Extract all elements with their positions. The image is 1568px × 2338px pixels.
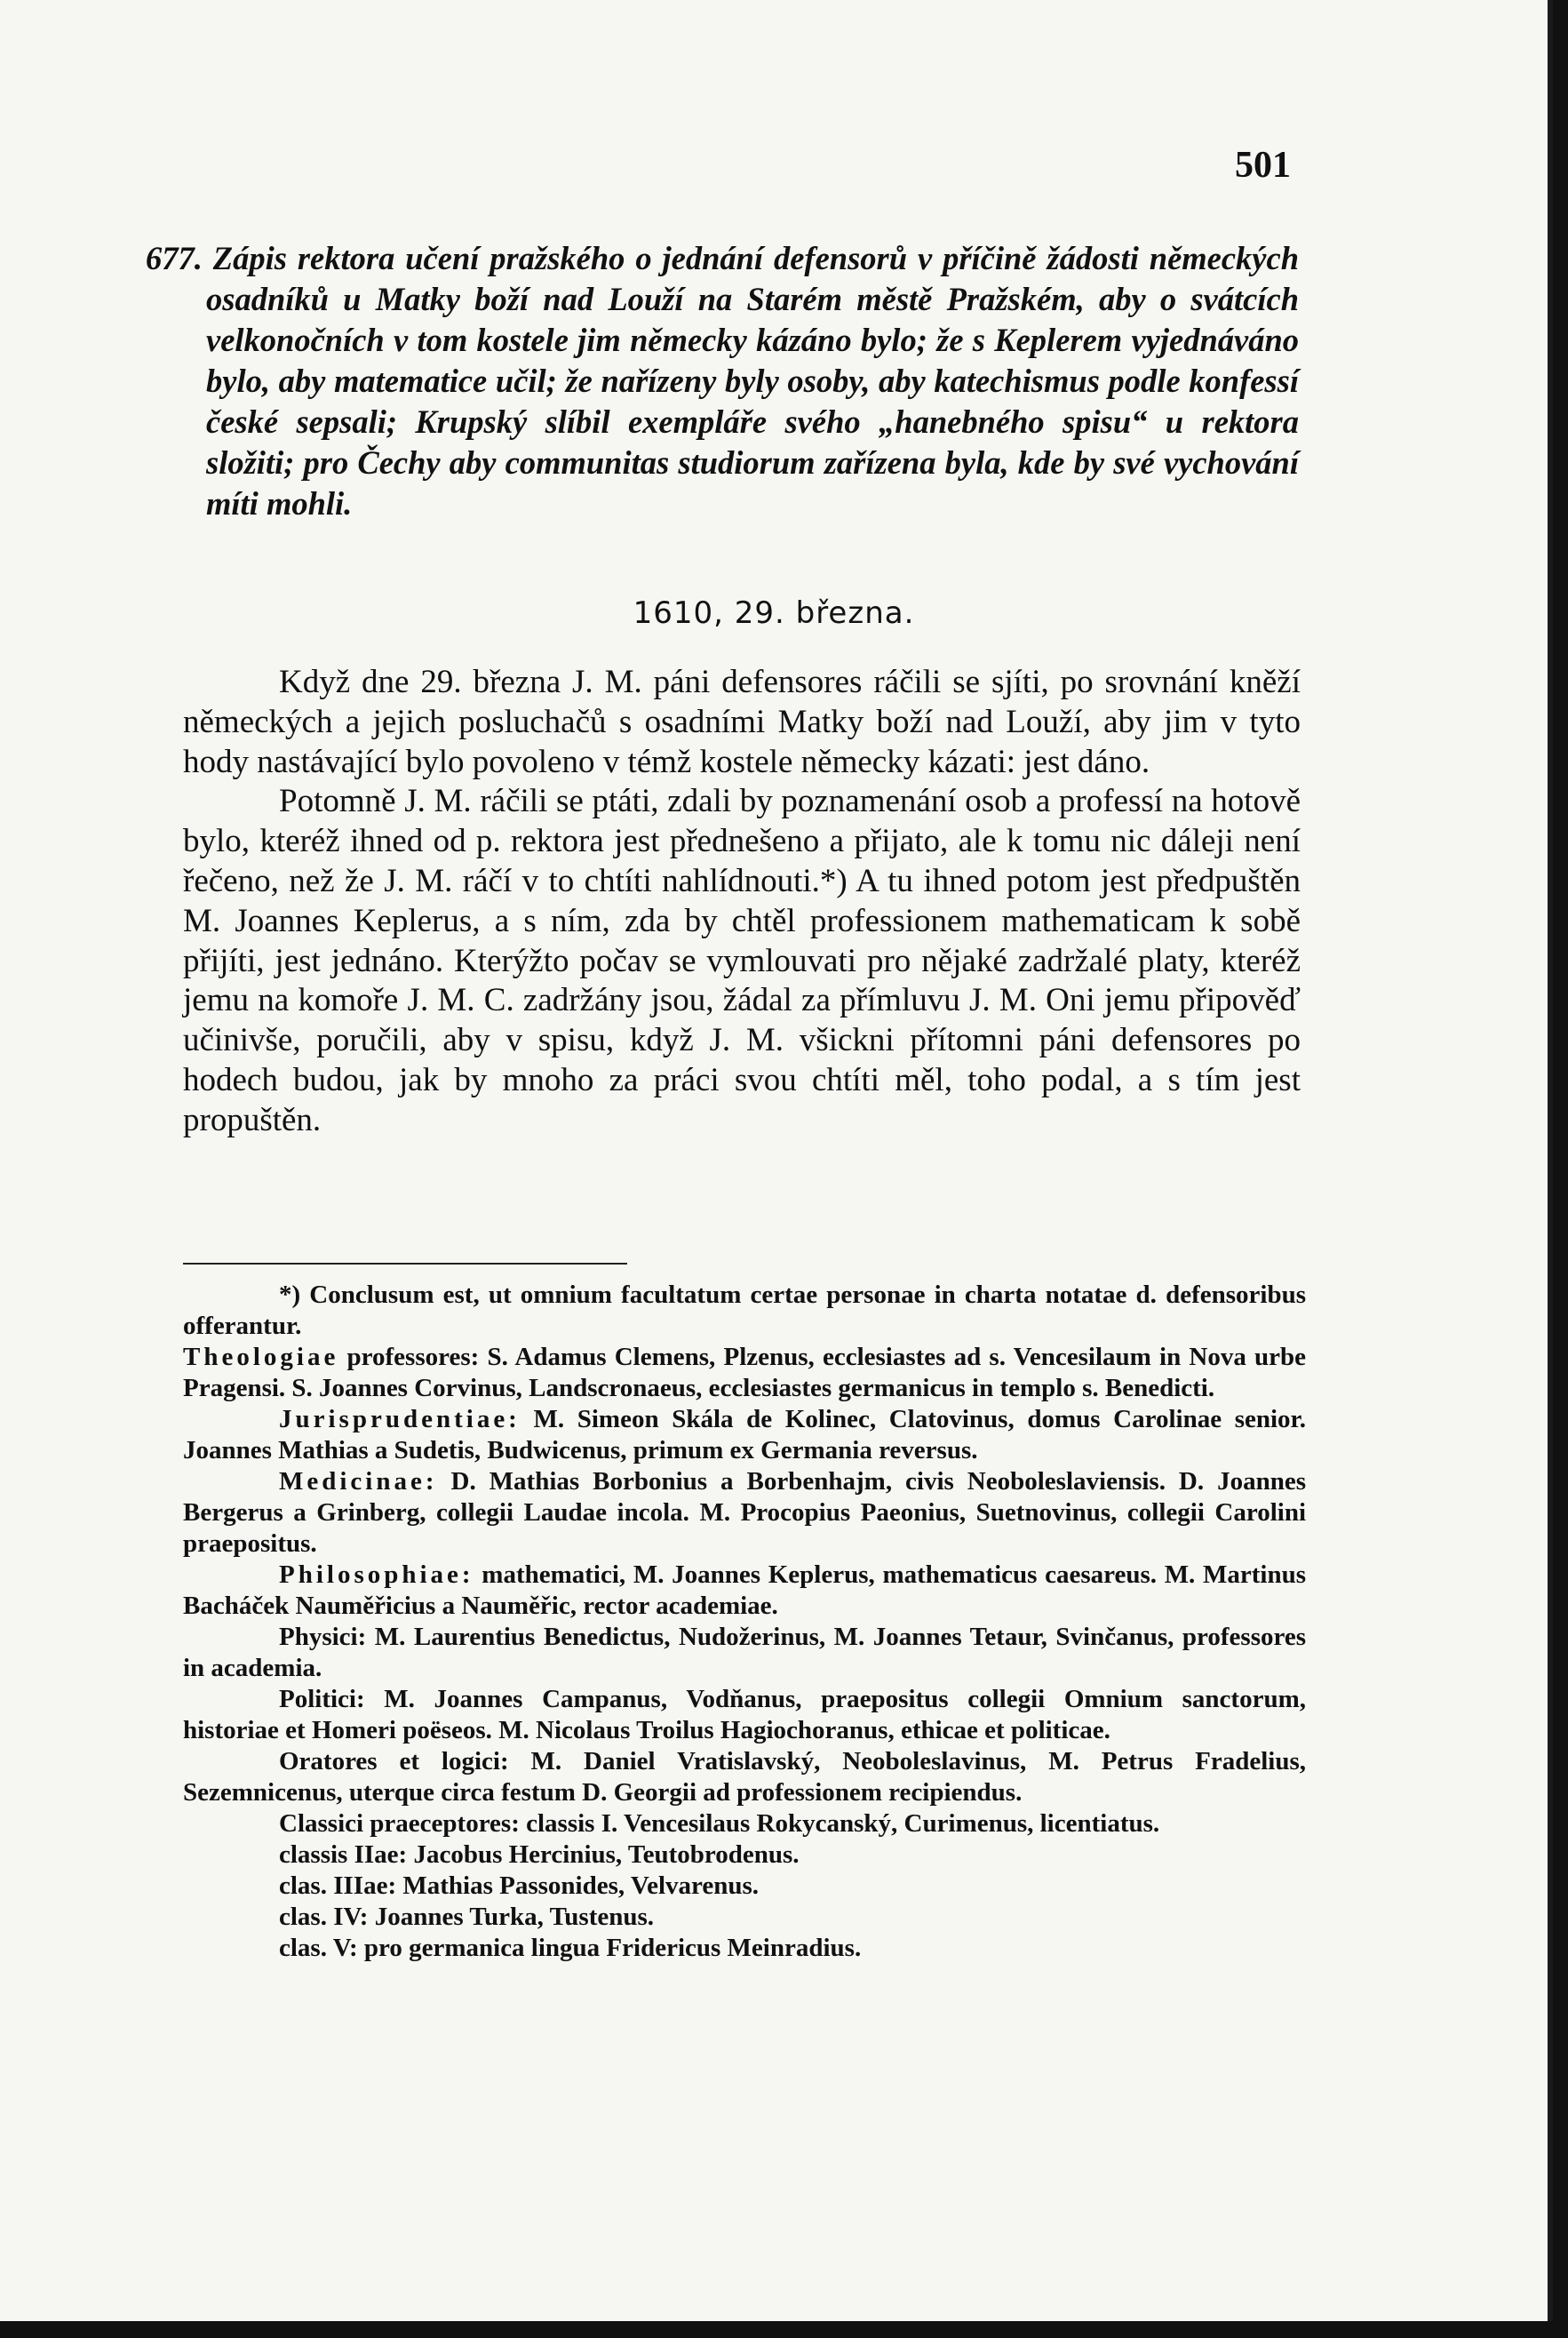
footnote-class: clas. IV: Joannes Turka, Tustenus. — [279, 1903, 655, 1931]
body-text — [183, 663, 1301, 1141]
document-date: 1610, 29. března. — [633, 595, 915, 631]
document-heading — [146, 238, 1300, 524]
document-number: 677. — [146, 240, 203, 276]
page-number: 501 — [1235, 145, 1291, 186]
footnote-classici: Classici praeceptores: classis I. Vencesilaus Rokycanský, Curimenus, licentiatus. — [279, 1809, 1160, 1838]
paragraph: Potomně J. M. ráčili se ptáti, zdali by poznamenání osob a professí na hotově bylo, kteréž ihned od p. rektora jest přednešeno a přijato, ale k tomu nic dáleji není řečeno, než že J. M. ráčí v to chtíti nahlídnouti.*) A tu ihned potom jest předpuštěn M. Joannes Keplerus, a s ním, zda by chtěl professionem mathematicam k sobě přijíti, jest jednáno. Kterýžto počav se vymlouvati pro nějaké zadržalé platy, kteréž jemu na komoře J. M. C. zadržány jsou, žádal za přímluvu J. M. Oni jemu připověď učinivše, poručili, aby v spisu, když J. M. všickni přítomni páni defensores po hodech budou, jak by mnoho za práci svou chtíti měl, toho podal, a s tím jest propuštěn. — [183, 783, 1301, 1138]
footnote-jurisprudentiae — [183, 1404, 1306, 1466]
paragraph: Když dne 29. března J. M. páni defensores ráčili se sjíti, po srovnání kněží německých a jejich posluchačů s osadními Matky boží nad Louží, aby jim v tyto hody nastávající bylo povoleno v témž kostele německy kázati: jest dáno. — [183, 664, 1301, 780]
footnote-class: clas. V: pro germanica lingua Fridericus Meinradius. — [279, 1934, 862, 1962]
footnote-divider — [183, 1263, 627, 1265]
footnote-philosophiae — [183, 1560, 1306, 1622]
footnote-intro: *) Conclusum est, ut omnium facultatum certae personae in charta notatae d. defensoribus offerantur. — [183, 1281, 1306, 1340]
footnote-physici: Physici: M. Laurentius Benedictus, Nudožerinus, M. Joannes Tetaur, Svinčanus, professores in academia. — [183, 1623, 1306, 1682]
footnote-class: clas. IIIae: Mathias Passonides, Velvarenus. — [279, 1871, 760, 1900]
faculty-text: professores: S. Adamus Clemens, Plzenus, ecclesiastes ad s. Vencesilaum in Nova urbe Pragensi. S. Joannes Corvinus, Landscronaeus, ecclesiastes germanicus in templo s. Benedicti. — [183, 1343, 1307, 1402]
footnote-politici: Politici: M. Joannes Campanus, Vodňanus, praepositus collegii Omnium sanctorum, historiae et Homeri poëseos. M. Nicolaus Troilus Hagiochoranus, ethicae et politicae. — [183, 1685, 1306, 1744]
faculty-text: M. Simeon Skála de Kolinec, Clatovinus, domus Carolinae senior. Joannes Mathias a Sudetis, Budwicenus, primum ex Germania reversus. — [183, 1405, 1306, 1464]
faculty-label: Jurisprudentiae: — [279, 1405, 521, 1433]
faculty-label: Philosophiae: — [279, 1560, 474, 1589]
footnote-oratores: Oratores et logici: M. Daniel Vratislavský, Neoboleslavinus, M. Petrus Fradelius, Sezemnicenus, uterque circa festum D. Georgii ad professionem recipiendus. — [183, 1747, 1306, 1807]
faculty-label: Medicinae: — [279, 1467, 438, 1496]
footnote-medicinae — [183, 1466, 1306, 1560]
faculty-text: D. Mathias Borbonius a Borbenhajm, civis Neoboleslaviensis. D. Joannes Bergerus a Grinberg, collegii Laudae incola. M. Procopius Paeonius, Suetnovinus, collegii Carolini praepositus. — [183, 1467, 1307, 1558]
heading-text: Zápis rektora učení pražského o jednání defensorů v příčině žádosti německých osadníků u Matky boží nad Louží na Starém městě Pražském, aby o svátcích velkonočních v tom kostele jim německy kázáno bylo; že s Keplerem vyjednáváno bylo, aby matematice učil; že nařízeny byly osoby, aby katechismus podle konfessí české sepsali; Krupský slíbil exempláře svého „hanebného spisu“ u rektora složiti; pro Čechy aby communitas studiorum zařízena byla, kde by své vychování míti mohli. — [206, 240, 1300, 522]
footnote-class: classis IIae: Jacobus Hercinius, Teutobrodenus. — [279, 1840, 800, 1869]
faculty-text: mathematici, M. Joannes Keplerus, mathematicus caesareus. M. Martinus Bacháček Nauměřicius a Nauměřic, rector academiae. — [183, 1560, 1306, 1620]
footnotes — [183, 1280, 1306, 1964]
footnote-theologiae — [183, 1342, 1306, 1404]
faculty-label: Theologiae — [183, 1343, 339, 1371]
